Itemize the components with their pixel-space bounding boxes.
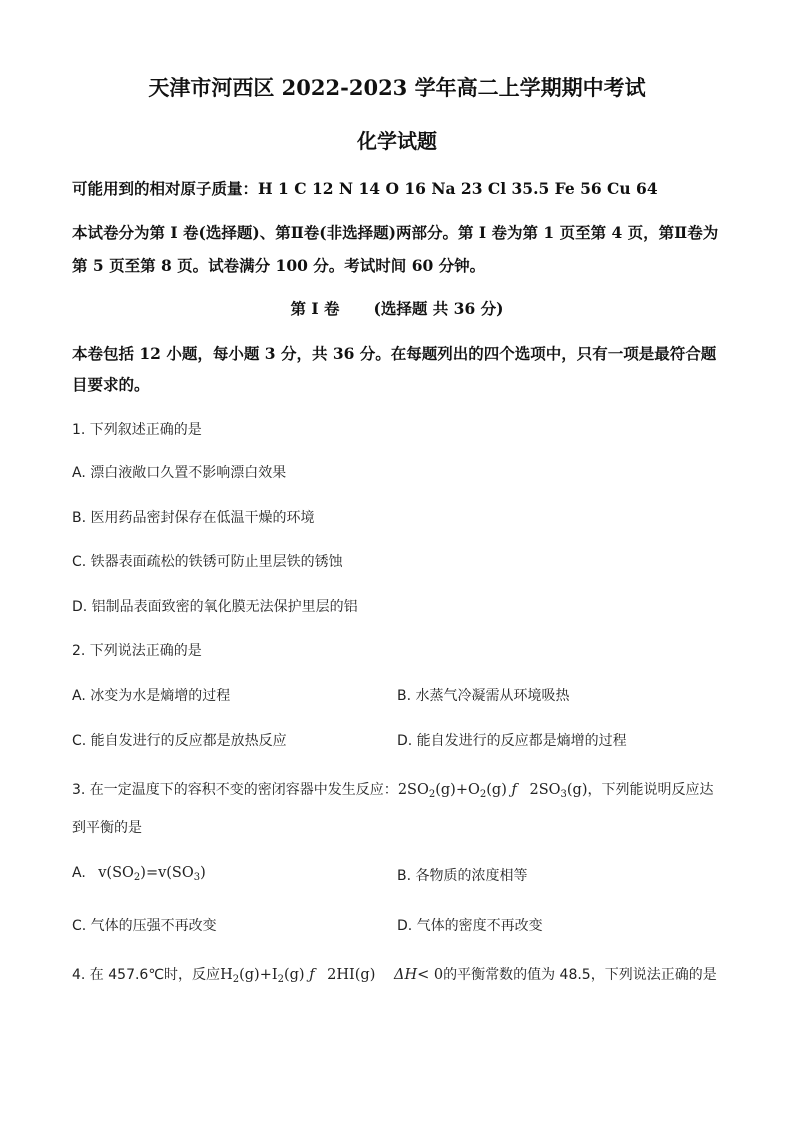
question-1-option-b: B. 医用药品密封保存在低温干燥的环境 — [72, 510, 315, 526]
question-3-stem-suffix: ，下列能说明反应达 — [587, 782, 714, 798]
atomic-masses: 可能用到的相对原子质量：H 1 C 12 N 14 O 16 Na 23 Cl 35.5 Fe 56 Cu 64 — [72, 179, 658, 198]
question-1-stem: 1. 下列叙述正确的是 — [72, 422, 202, 438]
section-note-line-2: 目要求的。 — [72, 375, 150, 394]
question-4-stem-prefix: 4. 在 457.6℃时，反应 — [72, 967, 221, 983]
exam-title: 天津市河西区 2022-2023 学年高二上学期期中考试 — [148, 75, 646, 100]
question-4-equation: $H_2(g)+I_2(g)$ ƒ 2HI(g) ΔH< 0 — [220, 967, 444, 985]
question-2-stem: 2. 下列说法正确的是 — [72, 643, 202, 659]
equilibrium-arrow-icon: ƒ — [309, 967, 315, 983]
delta-h-symbol: ΔH — [393, 967, 418, 983]
section-note-line-1: 本卷包括 12 小题，每小题 3 分，共 36 分。在每题列出的四个选项中，只有一项是最符合题 — [72, 344, 717, 363]
question-3-stem-prefix: 3. 在一定温度下的容积不变的密闭容器中发生反应： — [72, 782, 398, 798]
question-3-stem-line-2: 到平衡的是 — [72, 820, 142, 836]
question-2-option-d: D. 能自发进行的反应都是熵增的过程 — [397, 733, 627, 749]
intro-line-1: 本试卷分为第 I 卷(选择题)、第Ⅱ卷(非选择题)两部分。第 I 卷为第 1 页至第 4 页，第Ⅱ卷为 — [72, 223, 719, 242]
question-3-equation: $2SO_2(g)+O_2(g)$ ƒ $2SO_3(g)$ — [397, 782, 588, 800]
section-heading-right: (选择题 共 36 分) — [373, 299, 504, 318]
question-4-stem — [72, 964, 717, 985]
question-1-option-c: C. 铁器表面疏松的铁锈可防止里层铁的锈蚀 — [72, 554, 343, 570]
exam-subtitle: 化学试题 — [357, 129, 437, 153]
question-4-stem-suffix: 的平衡常数的值为 48.5，下列说法正确的是 — [443, 967, 717, 983]
question-3-option-d: D. 气体的密度不再改变 — [397, 918, 543, 934]
question-2-option-c: C. 能自发进行的反应都是放热反应 — [72, 733, 287, 749]
section-heading — [0, 297, 794, 319]
question-3-option-c: C. 气体的压强不再改变 — [72, 918, 217, 934]
intro-line-2: 第 5 页至第 8 页。试卷满分 100 分。考试时间 60 分钟。 — [72, 256, 486, 275]
question-2-option-a: A. 冰变为水是熵增的过程 — [72, 688, 231, 704]
question-3-option-b: B. 各物质的浓度相等 — [397, 868, 528, 884]
question-2-option-b: B. 水蒸气冷凝需从环境吸热 — [397, 688, 570, 704]
question-1-option-a: A. 漂白液敞口久置不影响漂白效果 — [72, 465, 287, 481]
question-1-option-d: D. 铝制品表面致密的氧化膜无法保护里层的铝 — [72, 599, 358, 615]
question-3-option-a-formula: $v(SO_2)=v(SO_3)$ — [98, 865, 206, 883]
question-3-stem — [72, 779, 714, 800]
question-3-option-a: A. $v(SO_2)=v(SO_3)$ — [72, 865, 206, 883]
section-heading-left: 第 I 卷 — [290, 299, 340, 318]
equilibrium-arrow-icon: ƒ — [511, 782, 517, 798]
